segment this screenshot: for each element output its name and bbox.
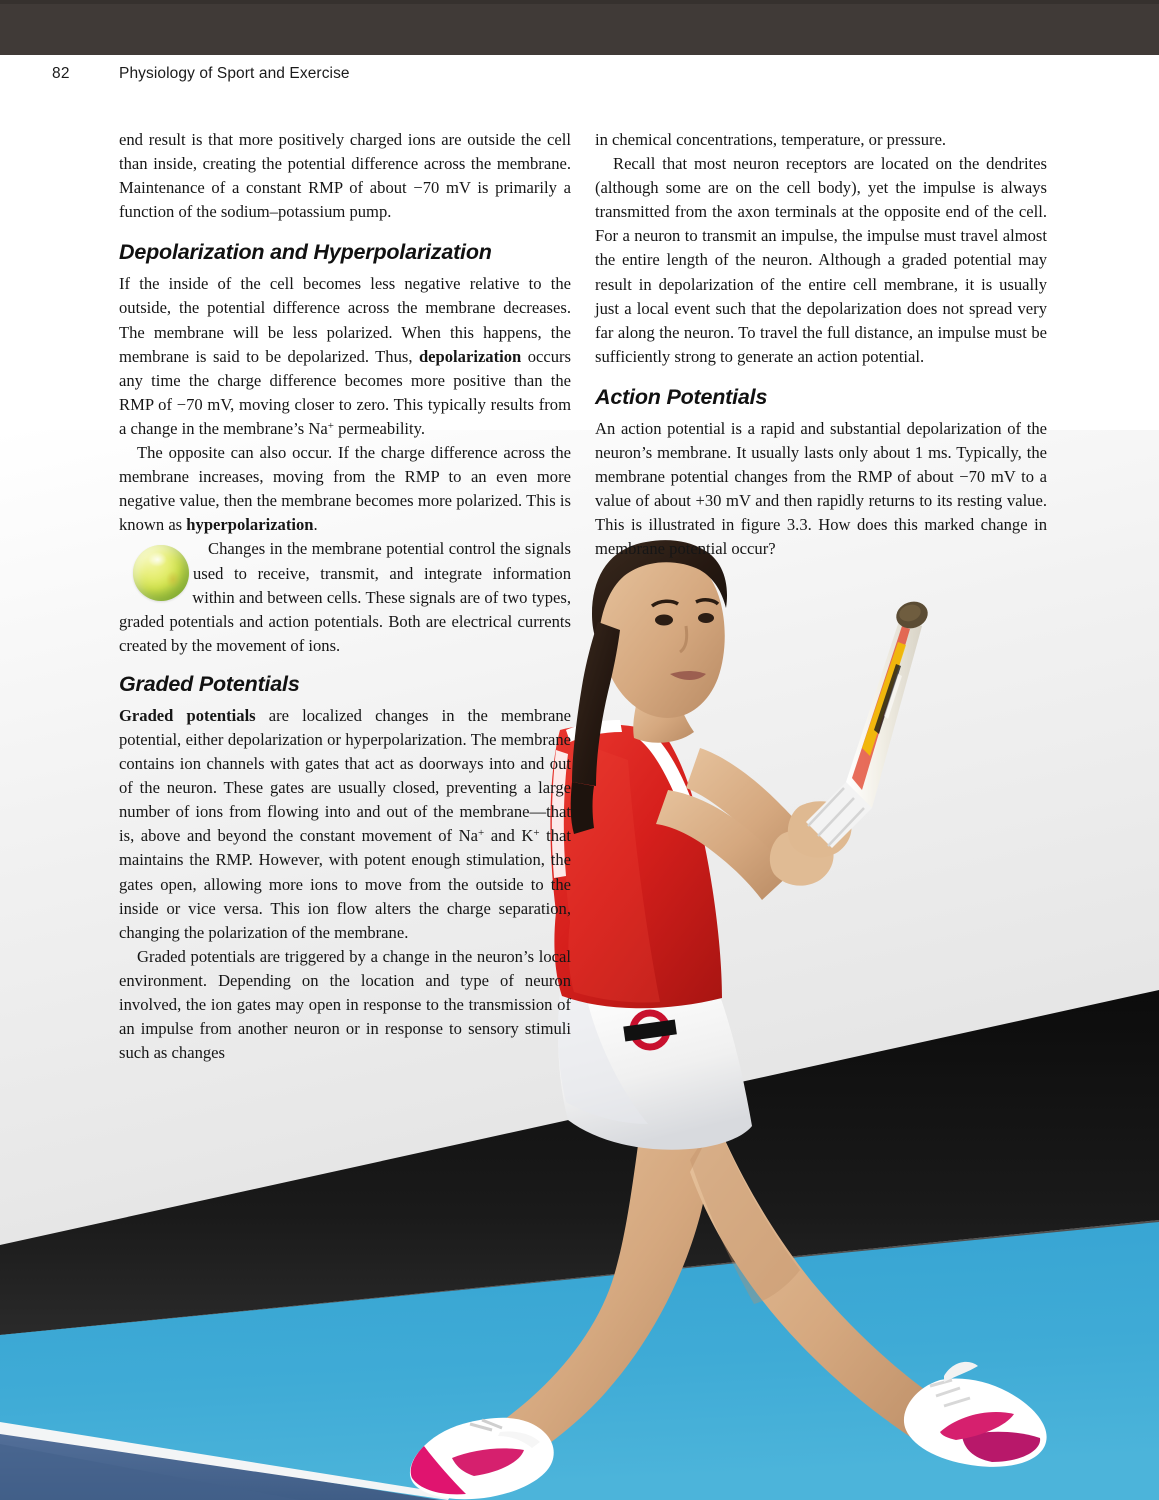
term-depolarization: depolarization	[418, 346, 522, 366]
sodium-ion-superscript: +	[327, 419, 334, 432]
tennis-ball-icon	[119, 539, 197, 601]
paragraph-continued-right: in chemical concentrations, temperature, or pressure.	[595, 130, 947, 149]
paragraph-graded-potentials	[119, 704, 571, 945]
signals-text: Changes in the membrane potential control the signals used to receive, transmit, and integrate information within and between cells. These signals are of two types, graded potentials and action potentials. Both are electrical currents created by the movement of ions.	[119, 539, 571, 655]
depol-text-c: permeability.	[333, 418, 426, 438]
graded-text-c: that maintains the RMP. However, with potent enough stimulation, the gates open, allowing more ions to move from the outside to the inside or vice versa. This ion flow alters the charge separation, changing the polarization of the membrane.	[119, 826, 572, 942]
graded-text-b: and K	[484, 826, 534, 846]
heading-depolarization-hyperpolarization: Depolarization and Hyperpolarization	[119, 240, 492, 265]
paragraph-action-potential: An action potential is a rapid and substantial depolarization of the neuron’s membrane. It usually lasts only about 1 ms. Typically, the membrane potential changes from the RMP of about −70 mV to a value of about +30 mV and then rapidly returns to its resting value. This is illustrated in figure 3.3. How does this marked change in membrane potential occur?	[595, 418, 1047, 559]
sodium-ion-superscript-2: +	[478, 827, 485, 840]
page-number: 82	[52, 65, 70, 82]
right-text-column	[595, 128, 1047, 562]
paragraph-continued: end result is that more positively charged ions are outside the cell than inside, creating the potential difference across the membrane. Maintenance of a constant RMP of about −70 mV is primarily a function of the sodium–potassium pump.	[119, 130, 571, 222]
top-dark-band	[0, 0, 1159, 55]
hyper-text-b: .	[313, 515, 318, 535]
paragraph-hyperpolarization	[119, 441, 571, 537]
left-text-column	[119, 128, 571, 1065]
hyper-text-a: The opposite can also occur. If the charge difference across the membrane increases, moving from the RMP to an even more negative value, then the membrane becomes more polarized. This is known as	[119, 443, 571, 535]
depol-text-b: occurs any time the charge difference becomes more positive than the RMP of −70 mV, moving closer to zero. This typically results from a change in the membrane’s Na	[119, 346, 571, 438]
term-graded-potentials: Graded potentials	[119, 705, 256, 725]
paragraph-recall-receptors: Recall that most neuron receptors are located on the dendrites (although some are on the cell body), yet the impulse is always transmitted from the axon terminals at the opposite end of the cell. For a neuron to transmit an impulse, the impulse must travel almost the entire length of the neuron. Although a graded potential may result in depolarization of the entire cell membrane, it is usually just a local event such that the depolarization does not spread very far along the neuron. To travel the full distance, an impulse must be sufficiently strong to generate an action potential.	[595, 154, 1047, 366]
running-head: Physiology of Sport and Exercise	[119, 65, 350, 82]
page-header	[0, 60, 1159, 94]
graded-text-a: are localized changes in the membrane potential, either depolarization or hyperpolarization. The membrane contains ion channels with gates that act as doorways into and out of the neuron. These gates are usually closed, preventing a large number of ions from flowing into and out of the membrane—that is, above and beyond the constant movement of Na	[119, 705, 572, 846]
paragraph-membrane-signals	[119, 537, 571, 657]
paragraph-graded-triggered: Graded potentials are triggered by a change in the neuron’s local environment. Depending on the location and type of neuron involved, the ion gates may open in response to the transmission of an impulse from another neuron or in response to sensory stimuli such as changes	[119, 946, 571, 1063]
paragraph-depolarization	[119, 272, 571, 441]
heading-action-potentials: Action Potentials	[595, 384, 768, 409]
term-hyperpolarization: hyperpolarization	[186, 515, 314, 535]
top-band-edge	[0, 0, 1159, 4]
heading-graded-potentials: Graded Potentials	[119, 671, 300, 696]
potassium-ion-superscript: +	[533, 827, 540, 840]
depol-text-a: If the inside of the cell becomes less negative relative to the outside, the potential difference across the membrane decreases. The membrane will be less polarized. When this happens, the membrane is said to be depolarized. Thus,	[119, 274, 571, 366]
